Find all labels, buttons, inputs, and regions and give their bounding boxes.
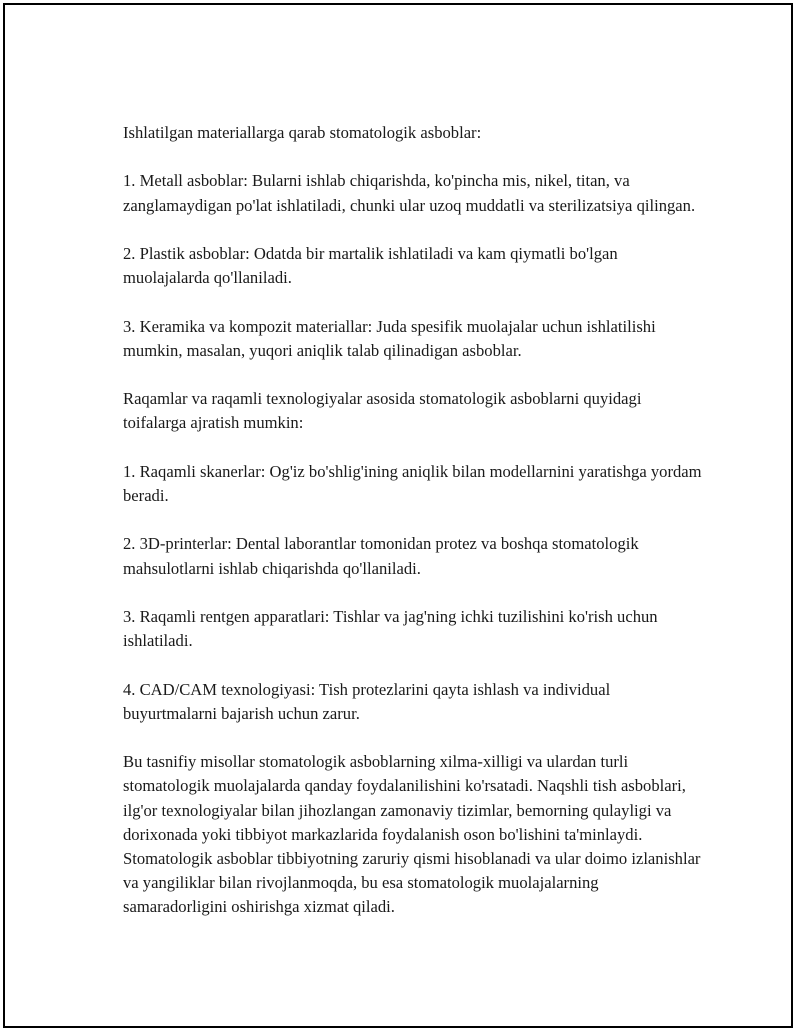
section-heading-digital: Raqamlar va raqamli texnologiyalar asosida stomatologik asboblarni quyidagi toifalarga ajratish mumkin: — [123, 389, 642, 433]
list-item-3d-printers: 2. 3D-printerlar: Dental laborantlar tomonidan protez va boshqa stomatologik mahsulotlarni ishlab chiqarishda qo'llaniladi. — [123, 534, 639, 578]
page-frame — [3, 3, 793, 1028]
list-item-cad-cam: 4. CAD/CAM texnologiyasi: Tish protezlarini qayta ishlash va individual buyurtmalarni bajarish uchun zarur. — [123, 679, 611, 723]
list-item-ceramic-composite: 3. Keramika va kompozit materiallar: Juda spesifik muolajalar uchun ishlatilishi mumkin, masalan, yuqori aniqlik talab qilinadigan asboblar. — [123, 316, 656, 360]
list-item-digital-scanners: 1. Raqamli skanerlar: Og'iz bo'shlig'ining aniqlik bilan modellarnini yaratishga yordam beradi. — [123, 461, 702, 505]
section-heading-materials: Ishlatilgan materiallarga qarab stomatologik asboblar: — [123, 123, 482, 142]
list-item-plastic-instruments: 2. Plastik asboblar: Odatda bir martalik ishlatiladi va kam qiymatli bo'lgan muolajalarda qo'llaniladi. — [123, 243, 618, 288]
list-item-digital-xray: 3. Raqamli rentgen apparatlari: Tishlar va jag'ning ichki tuzilishini ko'rish uchun ishlatiladi. — [123, 606, 658, 651]
document-body — [123, 121, 703, 920]
conclusion-paragraph: Bu tasnifiy misollar stomatologik asboblarning xilma-xilligi va ulardan turli stomatologik muolajalarda qanday foydalanilishini ko'rsatadi. Naqshli tish asboblari, ilg'or texnologiyalar bilan jihozlangan zamonaviy tizimlar, bemorning qulayligi va dorixonada yoki tibbiyot markazlarida foydalanish oson bo'lishini ta'minlaydi. Stomatologik asboblar tibbiyotning zaruriy qismi hisoblanadi va ular doimo izlanishlar va yangiliklar bilan rivojlanmoqda, bu esa stomatologik muolajalarning samaradorligini oshirishga xizmat qiladi. — [123, 752, 701, 917]
list-item-metal-instruments: 1. Metall asboblar: Bularni ishlab chiqarishda, ko'pincha mis, nikel, titan, va zanglamaydigan po'lat ishlatiladi, chunki ular uzoq muddatli va sterilizatsiya qilingan. — [123, 171, 696, 215]
